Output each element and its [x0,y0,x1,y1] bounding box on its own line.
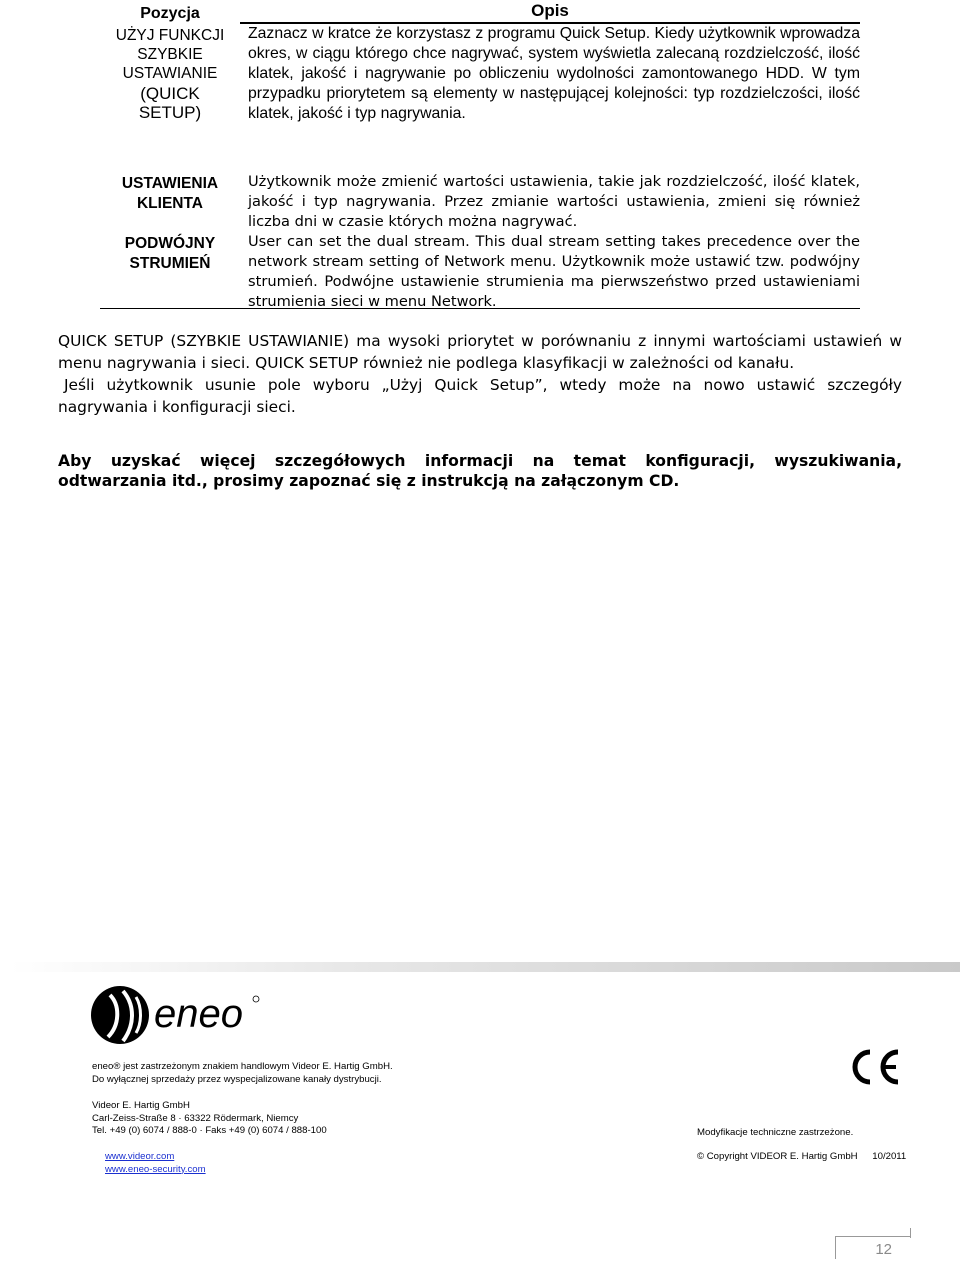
link-videor[interactable]: www.videor.com [105,1151,175,1162]
name-line: USTAWIENIA [121,175,219,192]
page-number: 12 [875,1241,892,1258]
table-row [100,172,860,232]
row-description: Użytkownik może zmienić wartości ustawienia, takie jak rozdzielczość, ilość klatek, jakość i typ nagrywania. Przez zmianie wartości ustawienia, zmieni się również liczba dni w czasie których można nagrywać. [248,173,860,230]
row-name-client-settings [100,172,240,232]
footer-divider [10,962,960,972]
name-line: SZYBKIE [137,46,203,64]
priority-note [58,330,902,418]
column-header-description: Opis [240,1,860,24]
edition-date: 10/2011 [872,1151,907,1162]
name-line: KLIENTA [136,194,203,212]
table-row [100,24,860,172]
street-address: Carl-Zeiss-Straße 8 · 63322 Rödermark, Niemcy [92,1112,299,1124]
eneo-logo [90,983,265,1047]
column-header-position: Pozycja [140,5,200,22]
row-description: User can set the dual stream. This dual stream setting takes precedence over the network stream setting of Network menu. Użytkownik może ustawić tzw. podwójny strumień. Podwójne ustawienie strumienia ma pierwszeństwo przed ustawieniami strumienia sieci w menu Network. [248,233,860,310]
row-description: Zaznacz w kratce że korzystasz z programu Quick Setup. Kiedy użytkownik wprowadza okres, w ciągu którego chce nagrywać, system wyświetla zalecaną rozdzielczość, ilość klatek, jakość i nagrywanie po obliczeniu wydolności zamontowanego HDD. W tym przypadku priorytetem są elementy w następującej kolejności: typ rozdzielczości, ilość klatek, jakość i typ nagrywania. [248,25,860,122]
logo-text: eneo [154,992,243,1036]
company-address [92,1100,327,1138]
company-name: Videor E. Hartig GmbH [92,1100,190,1111]
name-line: UŻYJ FUNKCJI [115,27,225,44]
name-line: (QUICK [140,83,200,103]
more-info-note: Aby uzyskać więcej szczegółowych informacji na temat konfiguracji, wyszukiwania, odtwarzania itd., prosimy zapoznać się z instrukcją na załączonym CD. [58,452,902,490]
ce-mark-icon [848,1046,902,1088]
website-links [105,1151,206,1176]
name-line: STRUMIEŃ [129,254,211,272]
settings-table [100,0,860,309]
name-line: USTAWIANIE [122,65,218,83]
technical-modifications-note: Modyfikacje techniczne zastrzeżone. [697,1127,854,1138]
trademark-note [92,1061,393,1086]
name-line: SETUP) [138,103,202,123]
priority-paragraph: QUICK SETUP (SZYBKIE USTAWIANIE) ma wysoki priorytet w porównaniu z innymi wartościami ustawień w menu nagrywania i sieci. QUICK SETUP również nie podlega klasyfikacji w zależności od kanału. [58,332,902,372]
page-number-box [835,1236,910,1259]
copyright-line [697,1151,906,1164]
row-name-quick-setup [100,24,240,172]
link-eneo-security[interactable]: www.eneo-security.com [105,1163,206,1175]
table-row [100,232,860,308]
name-line: PODWÓJNY [124,235,216,252]
table-header [100,0,860,24]
trademark-line: eneo® jest zastrzeżonym znakiem handlowym Videor E. Hartig GmbH. [92,1061,393,1072]
distribution-line: Do wyłącznej sprzedaży przez wyspecjalizowane kanały dystrybucji. [92,1073,382,1085]
uncheck-paragraph: Jeśli użytkownik usunie pole wyboru „Użyj Quick Setup”, wtedy może na nowo ustawić szczegóły nagrywania i konfiguracji sieci. [58,376,902,416]
row-name-dual-stream [100,232,240,308]
phone-fax: Tel. +49 (0) 6074 / 888-0 · Faks +49 (0) 6074 / 888-100 [92,1125,327,1137]
copyright-text: © Copyright VIDEOR E. Hartig GmbH [697,1151,858,1162]
